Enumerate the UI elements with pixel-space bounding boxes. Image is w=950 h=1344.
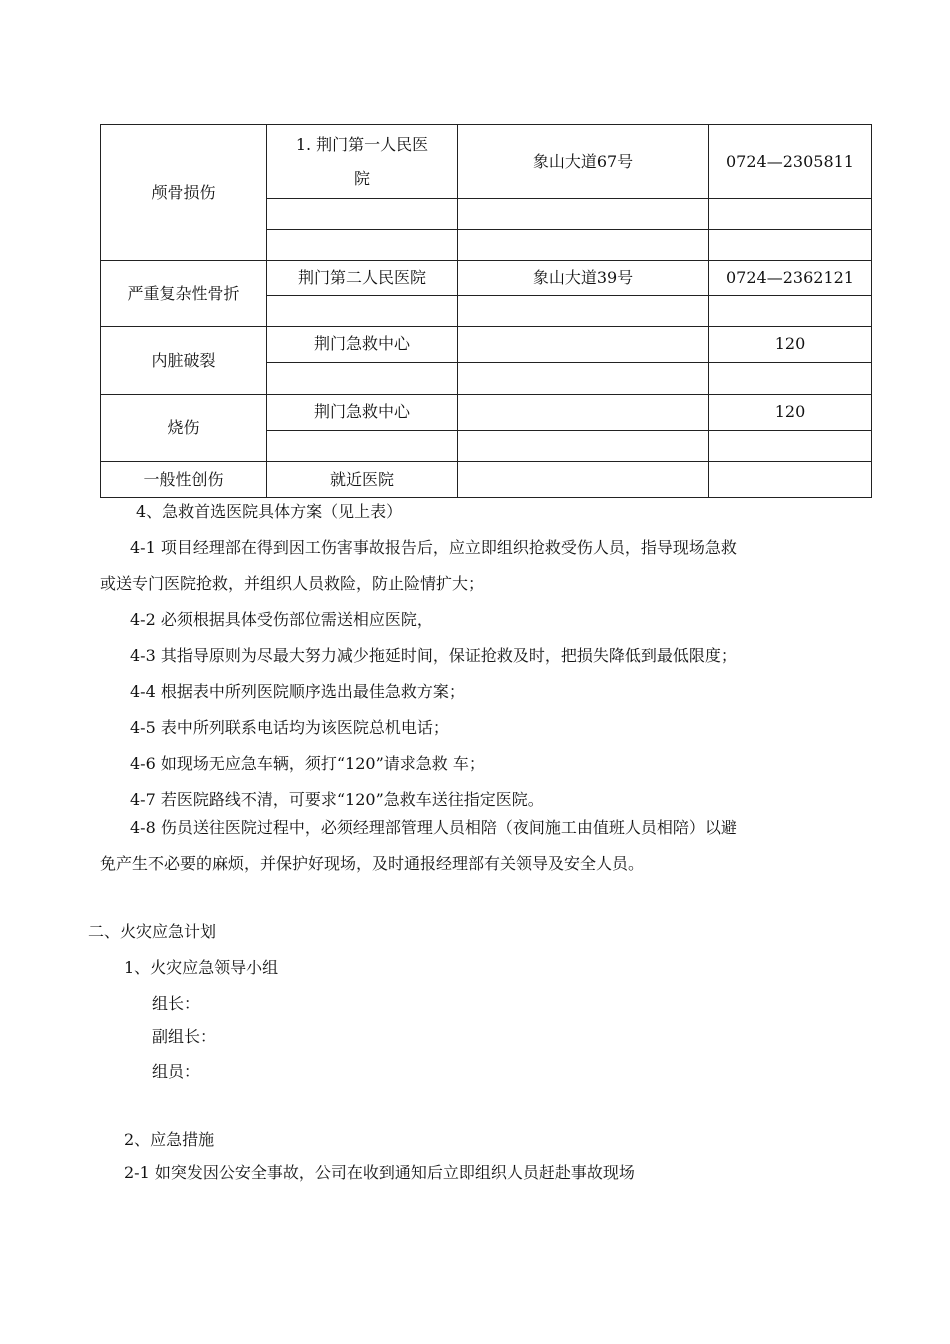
fire-leadership-heading: 1、火灾应急领导小组 bbox=[124, 958, 279, 977]
paragraph-4-8-line1: 4-8 伤员送往医院过程中，必须经理部管理人员相陪（夜间施工由值班人员相陪）以避 bbox=[130, 818, 737, 837]
table-row bbox=[101, 395, 872, 431]
address-cell: 象山大道67号 bbox=[458, 125, 709, 199]
paragraph-4-4: 4-4 根据表中所列医院顺序选出最佳急救方案； bbox=[130, 682, 465, 701]
paragraph-4-1-line2: 或送专门医院抢救，并组织人员救险，防止险情扩大； bbox=[100, 574, 485, 593]
phone-cell: 0724—2362121 bbox=[709, 261, 872, 296]
leader-label: 组长： bbox=[152, 994, 201, 1013]
table-row bbox=[101, 462, 872, 498]
phone-cell: 0724—2305811 bbox=[709, 125, 872, 199]
hospital-line: 院 bbox=[353, 168, 370, 188]
hospital-cell: 荆门急救中心 bbox=[267, 395, 458, 431]
phone-cell: 120 bbox=[709, 395, 872, 431]
injury-cell: 颅骨损伤 bbox=[101, 125, 267, 261]
members-label: 组员： bbox=[152, 1062, 201, 1081]
hospital-cell: 荆门第二人民医院 bbox=[267, 261, 458, 296]
table-row bbox=[101, 261, 872, 296]
paragraph-4-7: 4-7 若医院路线不清，可要求“120”急救车送往指定医院。 bbox=[130, 790, 544, 809]
address-cell bbox=[458, 395, 709, 431]
paragraph-4-1-line1: 4-1 项目经理部在得到因工伤害事故报告后，应立即组织抢救受伤人员，指导现场急救 bbox=[130, 538, 737, 557]
injury-cell: 烧伤 bbox=[101, 395, 267, 462]
hospital-line: 1. 荆门第一人民医 bbox=[295, 134, 429, 154]
paragraph-4-8-line2: 免产生不必要的麻烦，并保护好现场，及时通报经理部有关领导及安全人员。 bbox=[100, 854, 645, 873]
hospital-cell: 荆门急救中心 bbox=[267, 327, 458, 363]
paragraph-4-2: 4-2 必须根据具体受伤部位需送相应医院， bbox=[130, 610, 433, 629]
injury-cell: 严重复杂性骨折 bbox=[101, 261, 267, 327]
phone-cell bbox=[709, 462, 872, 498]
table-row bbox=[101, 125, 872, 199]
phone-cell: 120 bbox=[709, 327, 872, 363]
paragraph-4-3: 4-3 其指导原则为尽最大努力减少拖延时间，保证抢救及时，把损失降低到最低限度； bbox=[130, 646, 737, 665]
fire-plan-title: 二、火灾应急计划 bbox=[88, 922, 217, 941]
injury-cell: 一般性创伤 bbox=[101, 462, 267, 498]
paragraph-4-6: 4-6 如现场无应急车辆，须打“120”请求急救 车； bbox=[130, 754, 485, 773]
address-cell: 象山大道39号 bbox=[458, 261, 709, 296]
hospital-cell: 就近医院 bbox=[267, 462, 458, 498]
hospital-cell bbox=[267, 125, 458, 199]
paragraph-2-1: 2-1 如突发因公安全事故，公司在收到通知后立即组织人员赶赴事故现场 bbox=[124, 1163, 635, 1182]
vice-leader-label: 副组长： bbox=[152, 1027, 217, 1046]
emergency-measures-heading: 2、应急措施 bbox=[124, 1130, 215, 1149]
hospital-table bbox=[100, 124, 872, 498]
paragraph-4-5: 4-5 表中所列联系电话均为该医院总机电话； bbox=[130, 718, 449, 737]
table-row bbox=[101, 327, 872, 363]
section4-heading: 4、急救首选医院具体方案（见上表） bbox=[136, 502, 403, 521]
injury-cell: 内脏破裂 bbox=[101, 327, 267, 395]
address-cell bbox=[458, 327, 709, 363]
address-cell bbox=[458, 462, 709, 498]
